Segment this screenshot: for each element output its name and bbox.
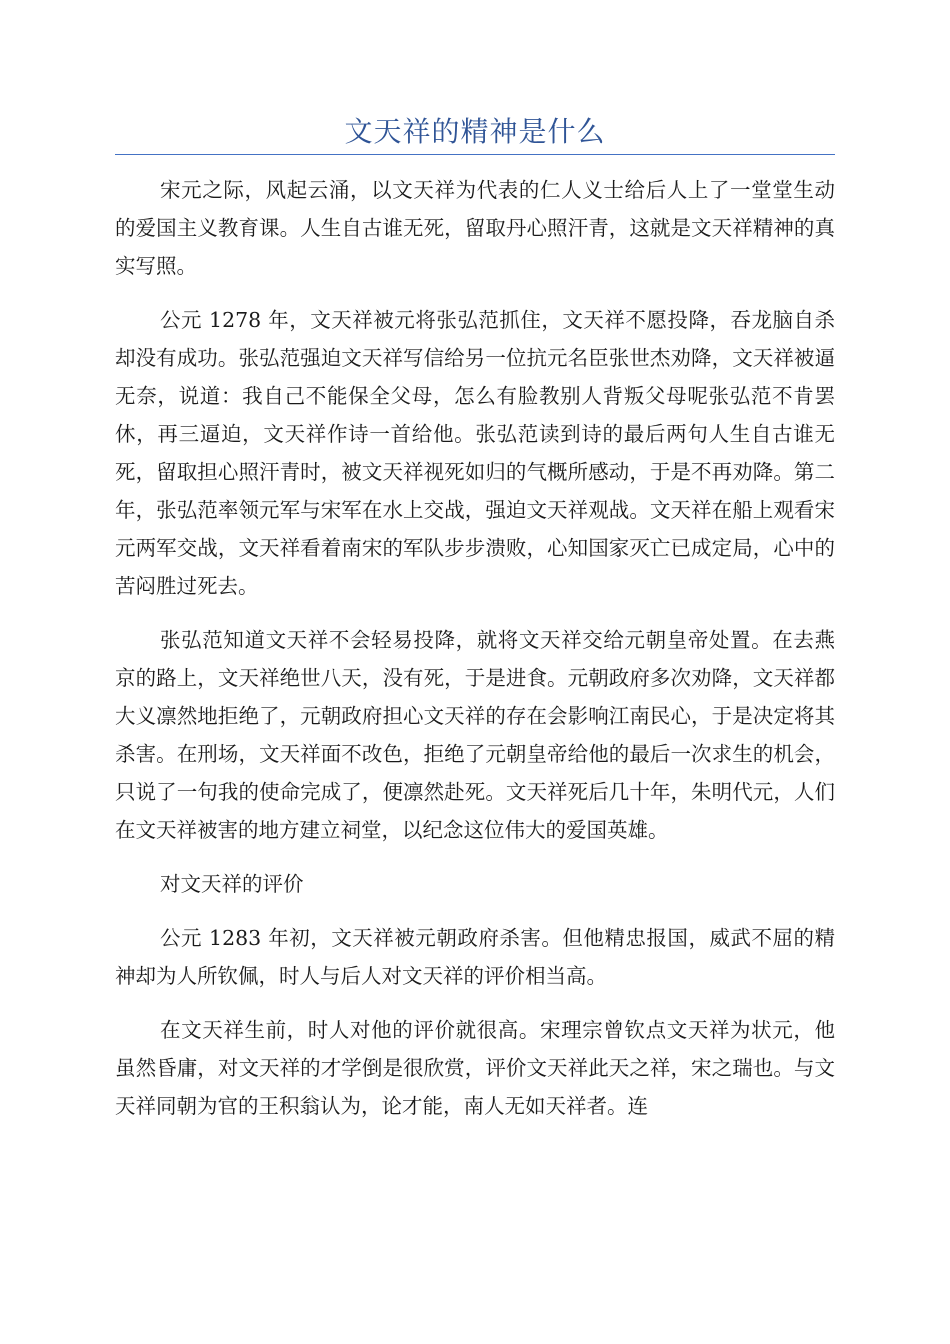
title-underline xyxy=(115,154,835,155)
paragraph-capture: 公元 1278 年，文天祥被元将张弘范抓住，文天祥不愿投降，吞龙脑自杀却没有成功。张弘范强迫文天祥写信给另一位抗元名臣张世杰劝降，文天祥被逼无奈，说道：我自己不能保全父母，怎么有脸教别人背叛父母呢张弘范不肯罢休，再三逼迫，文天祥作诗一首给他。张弘范读到诗的最后两句人生自古谁无死，留取担心照汗青时，被文天祥视死如归的气概所感动，于是不再劝降。第二年，张弘范率领元军与宋军在水上交战，强迫文天祥观战。文天祥在船上观看宋元两军交战，文天祥看着南宋的军队步步溃败，心知国家灭亡已成定局，心中的苦闷胜过死去。 xyxy=(115,308,835,598)
paragraph-contemporary-evaluation: 在文天祥生前，时人对他的评价就很高。宋理宗曾钦点文天祥为状元，他虽然昏庸，对文天祥的才学倒是很欣赏，评价文天祥此天之祥，宋之瑞也。与文天祥同朝为官的王积翁认为，论才能，南人无如天祥者。连 xyxy=(115,1018,835,1118)
paragraph-execution: 张弘范知道文天祥不会轻易投降，就将文天祥交给元朝皇帝处置。在去燕京的路上，文天祥绝世八天，没有死，于是进食。元朝政府多次劝降，文天祥都大义凛然地拒绝了，元朝政府担心文天祥的存在会影响江南民心，于是决定将其杀害。在刑场，文天祥面不改色，拒绝了元朝皇帝给他的最后一次求生的机会，只说了一句我的使命完成了，便凛然赴死。文天祥死后几十年，朱明代元，人们在文天祥被害的地方建立祠堂，以纪念这位伟大的爱国英雄。 xyxy=(115,628,835,842)
paragraph-evaluation-summary: 公元 1283 年初，文天祥被元朝政府杀害。但他精忠报国，威武不屈的精神却为人所钦佩，时人与后人对文天祥的评价相当高。 xyxy=(115,926,835,988)
section-heading-evaluation: 对文天祥的评价 xyxy=(160,872,304,896)
document-body xyxy=(115,171,835,1141)
paragraph-intro: 宋元之际，风起云涌，以文天祥为代表的仁人义士给后人上了一堂堂生动的爱国主义教育课。人生自古谁无死，留取丹心照汗青，这就是文天祥精神的真实写照。 xyxy=(115,178,835,278)
document-title: 文天祥的精神是什么 xyxy=(344,115,606,148)
